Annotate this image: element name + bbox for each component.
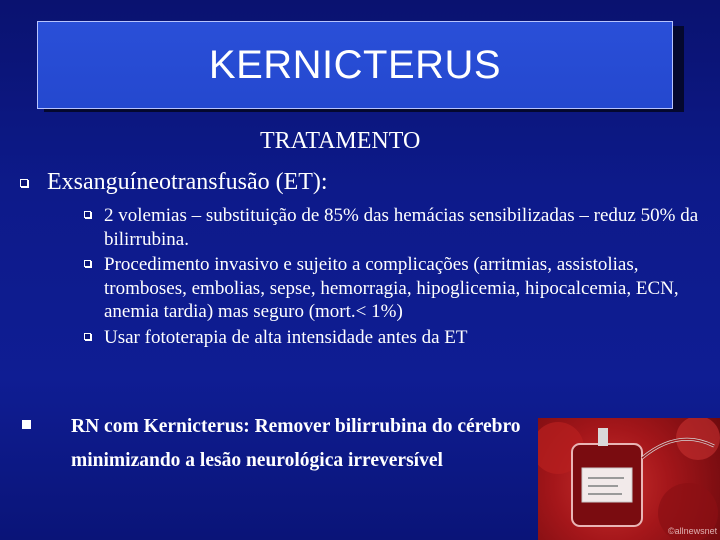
- slide-title: KERNICTERUS: [208, 42, 502, 87]
- sub-bullet-item: [84, 253, 720, 324]
- sub-bullet-list: [84, 204, 720, 351]
- main-bullet-text: Exsanguíneotransfusão (ET):: [47, 169, 328, 195]
- main-bullet-item: [20, 167, 328, 197]
- title-box: [37, 21, 673, 109]
- sub-bullet-text: Usar fototerapia de alta intensidade antes da ET: [104, 326, 468, 348]
- square-bullet-icon: [22, 420, 31, 429]
- blood-bag-icon: [538, 418, 720, 540]
- sub-bullet-item: [84, 326, 720, 350]
- blood-bag-photo: [538, 418, 720, 540]
- photo-watermark: ©allnewsnet: [668, 526, 718, 536]
- rn-bullet-text: RN com Kernicterus: Remover bilirrubina do cérebro minimizando a lesão neurológica irreversível: [71, 416, 521, 471]
- checkbox-bullet-icon: [20, 179, 28, 187]
- rn-bullet-item: [22, 410, 541, 478]
- checkbox-bullet-icon: [84, 333, 91, 340]
- sub-bullet-text: Procedimento invasivo e sujeito a complicações (arritmias, assistolias, tromboses, embolias, sepse, hemorragia, hipoglicemia, hipocalcemia, ECN, anemia tardia) mas seguro (mort.< 1%): [104, 254, 679, 322]
- section-heading: TRATAMENTO: [260, 128, 421, 154]
- sub-bullet-item: [84, 204, 720, 251]
- checkbox-bullet-icon: [84, 260, 91, 267]
- sub-bullet-text: 2 volemias – substituição de 85% das hemácias sensibilizadas – reduz 50% da bilirrubina.: [104, 205, 699, 250]
- checkbox-bullet-icon: [84, 211, 91, 218]
